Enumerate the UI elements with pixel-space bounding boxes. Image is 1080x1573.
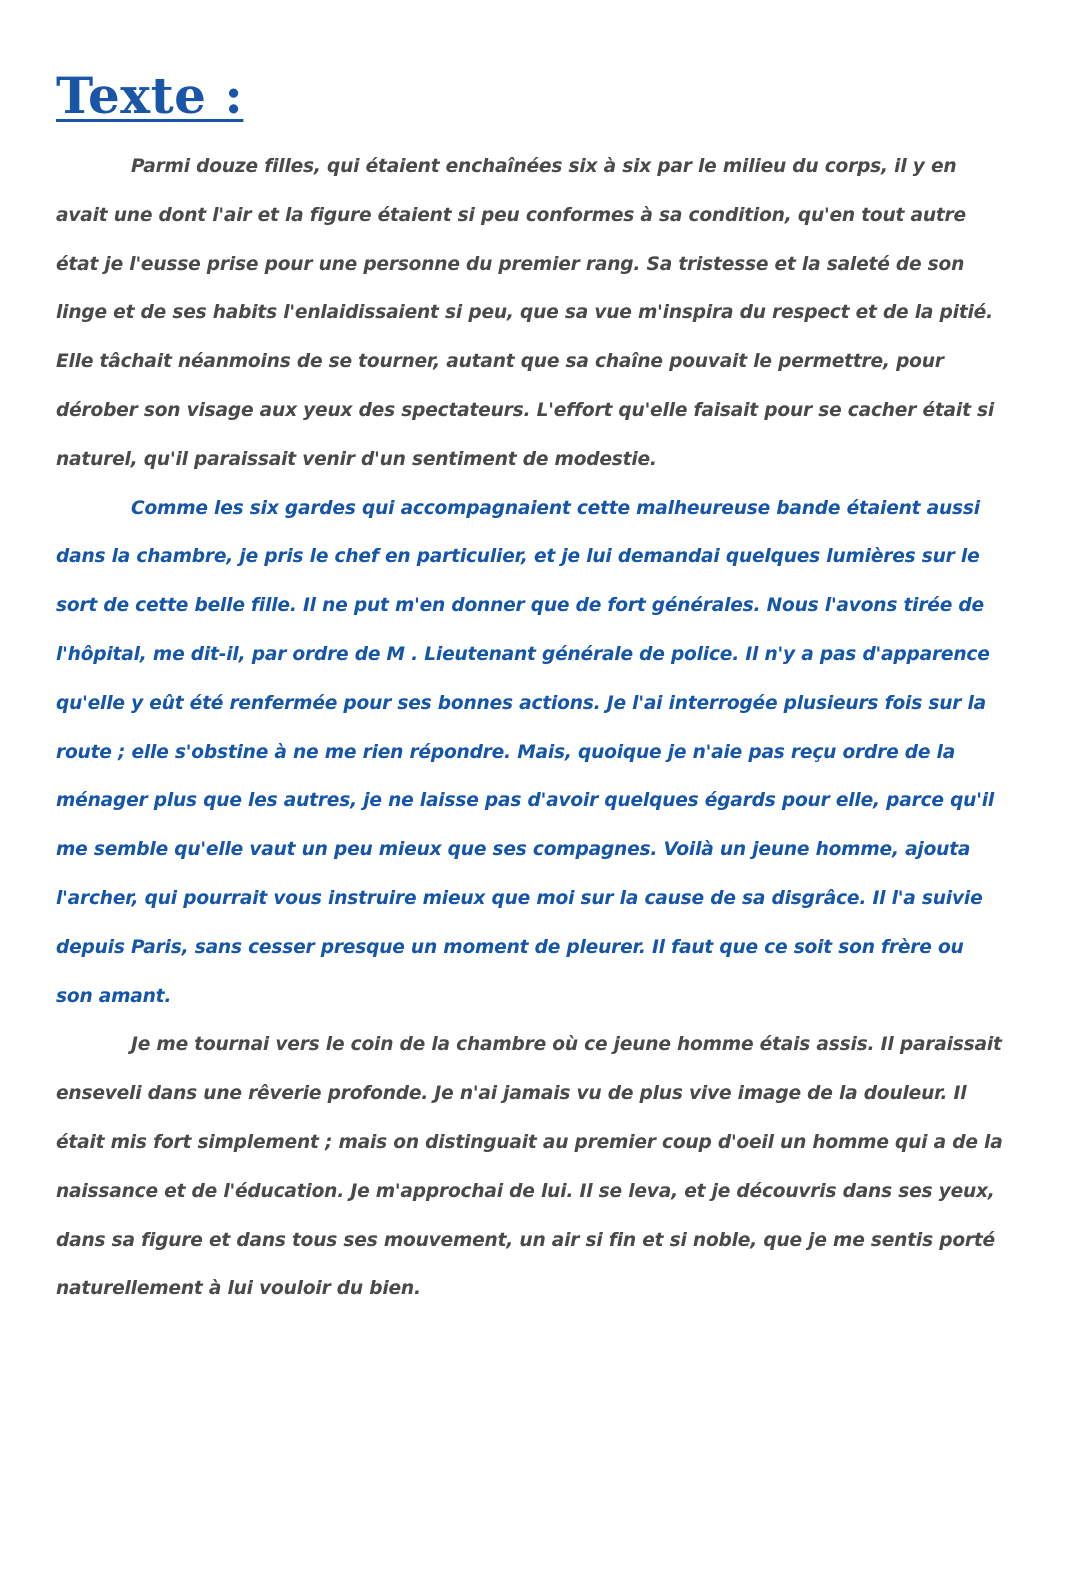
- paragraph-1: Parmi douze filles, qui étaient enchaînées six à six par le milieu du corps, il y en avait une dont l'air et la figure étaient si peu conformes à sa condition, qu'en tout autre état je l'eusse prise pour une personne du premier rang. Sa tristesse et la saleté de son linge et de ses habits l'enlaidissaient si peu, que sa vue m'inspira du respect et de la pitié. Elle tâchait néanmoins de se tourner, autant que sa chaîne pouvait le permettre, pour dérober son visage aux yeux des spectateurs. L'effort qu'elle faisait pour se cacher était si naturel, qu'il paraissait venir d'un sentiment de modestie.: [56, 156, 995, 470]
- document-title: Texte :: [56, 66, 244, 125]
- paragraph-3: Je me tournai vers le coin de la chambre où ce jeune homme étais assis. Il paraissait enseveli dans une rêverie profonde. Je n'ai jamais vu de plus vive image de la douleur. Il était mis fort simplement ; mais on distinguait au premier coup d'oeil un homme qui a de la naissance et de l'éducation. Je m'approchai de lui. Il se leva, et je découvris dans ses yeux, dans sa figure et dans tous ses mouvement, un air si fin et si noble, que je me sentis porté naturellement à lui vouloir du bien.: [56, 1034, 1003, 1300]
- document-page: [56, 64, 1006, 1314]
- paragraph-2: Comme les six gardes qui accompagnaient cette malheureuse bande étaient aussi dans la chambre, je pris le chef en particulier, et je lui demandai quelques lumières sur le sort de cette belle fille. Il ne put m'en donner que de fort générales. Nous l'avons tirée de l'hôpital, me dit-il, par ordre de M . Lieutenant générale de police. Il n'y a pas d'apparence qu'elle y eût été renfermée pour ses bonnes actions. Je l'ai interrogée plusieurs fois sur la route ; elle s'obstine à ne me rien répondre. Mais, quoique je n'aie pas reçu ordre de la ménager plus que les autres, je ne laisse pas d'avoir quelques égards pour elle, parce qu'il me semble qu'elle vaut un peu mieux que ses compagnes. Voilà un jeune homme, ajouta l'archer, qui pourrait vous instruire mieux que moi sur la cause de sa disgrâce. Il l'a suivie depuis Paris, sans cesser presque un moment de pleurer. Il faut que ce soit son frère ou son amant.: [56, 497, 995, 1007]
